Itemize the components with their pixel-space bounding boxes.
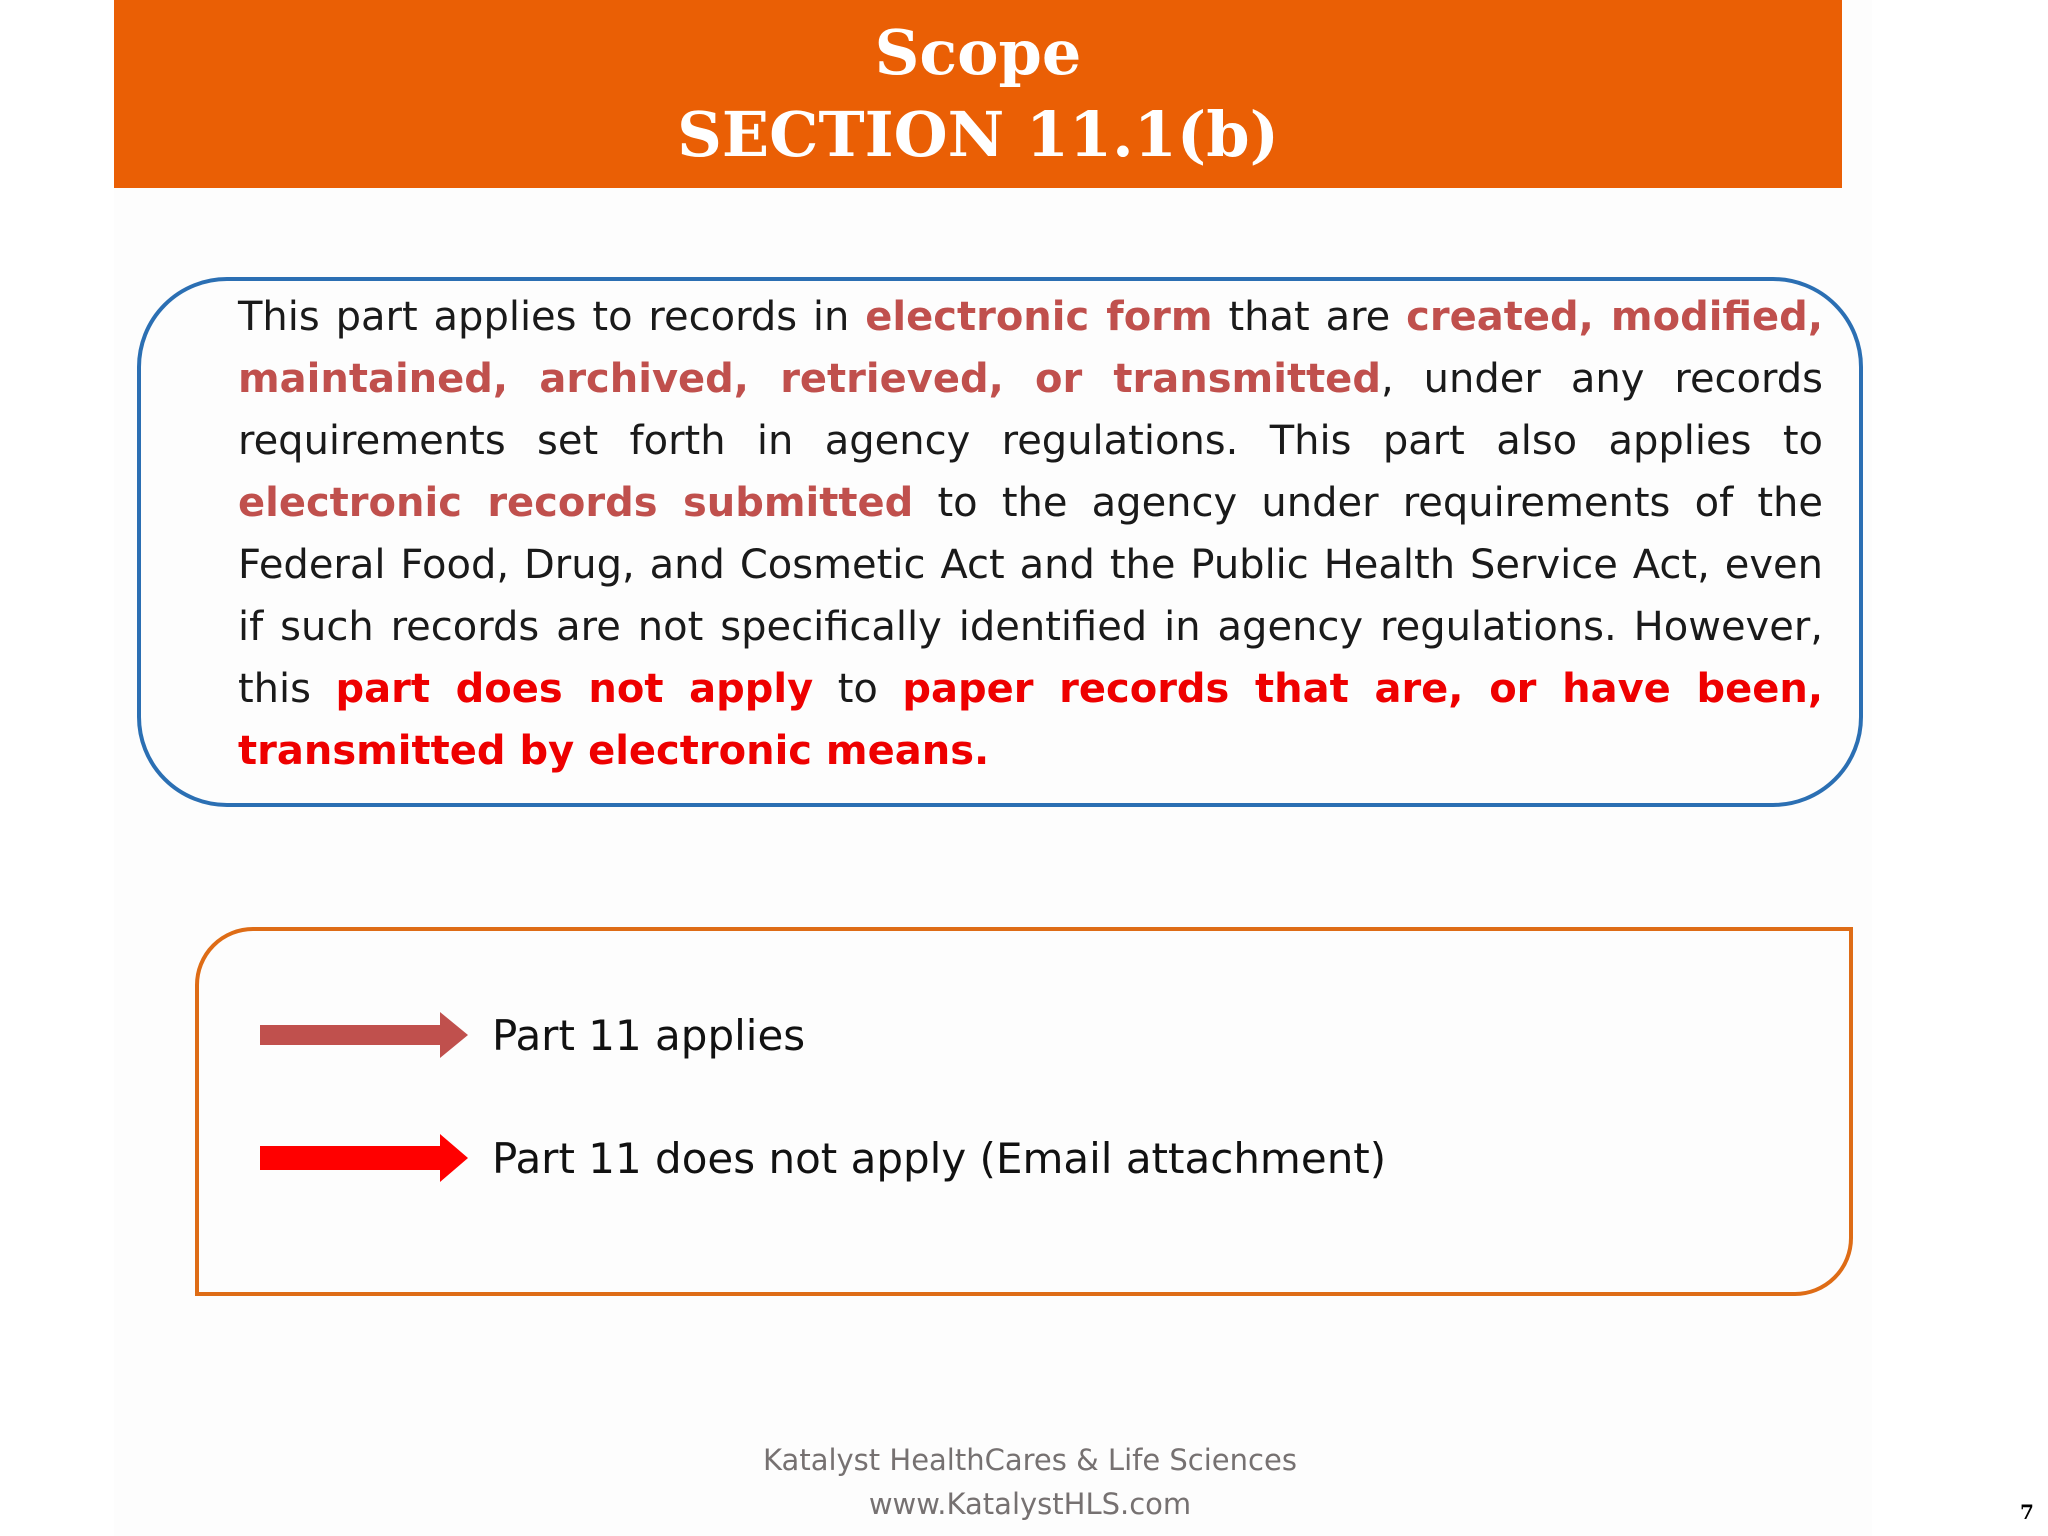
footer-company: Katalyst HealthCares & Life Sciences — [763, 1443, 1297, 1477]
highlight-paper-records: paper records that are, or have been, transmitted by electronic means. — [238, 666, 1824, 774]
arrow-right-icon — [260, 1133, 470, 1183]
legend-item-does-not-apply — [260, 1128, 1386, 1188]
text-segment: to — [813, 666, 903, 712]
slide-title: Scope — [874, 16, 1082, 89]
highlight-part-does-not-apply: part does not apply — [335, 666, 814, 712]
legend-item-applies — [260, 1005, 805, 1065]
title-banner — [114, 0, 1842, 188]
footer — [720, 1438, 1340, 1526]
legend-label: Part 11 applies — [492, 1010, 806, 1060]
text-segment: that are — [1212, 294, 1407, 340]
legend-label: Part 11 does not apply (Email attachment) — [492, 1133, 1387, 1183]
legend-box — [195, 927, 1853, 1296]
highlight-electronic-form: electronic form — [865, 294, 1213, 340]
highlight-record-actions: created, modified, maintained, archived, retrieved, or transmitted — [238, 294, 1824, 402]
arrow-right-icon — [260, 1010, 470, 1060]
slide-subtitle: SECTION 11.1(b) — [677, 98, 1279, 171]
highlight-electronic-records-submitted: electronic records submitted — [238, 480, 914, 526]
text-segment: , under any records requirements set forth in agency regulations. This part also applies to — [238, 356, 1823, 464]
footer-website: www.KatalystHLS.com — [868, 1487, 1192, 1521]
text-segment: to the agency under requirements of the Federal Food, Drug, and Cosmetic Act and the Public Health Service Act, even if such records are not specifically identified in agency regulations. However, this — [238, 480, 1823, 712]
page-number: 7 — [2020, 1500, 2034, 1524]
text-segment: This part applies to records in — [238, 294, 866, 340]
scope-paragraph — [238, 286, 1823, 782]
